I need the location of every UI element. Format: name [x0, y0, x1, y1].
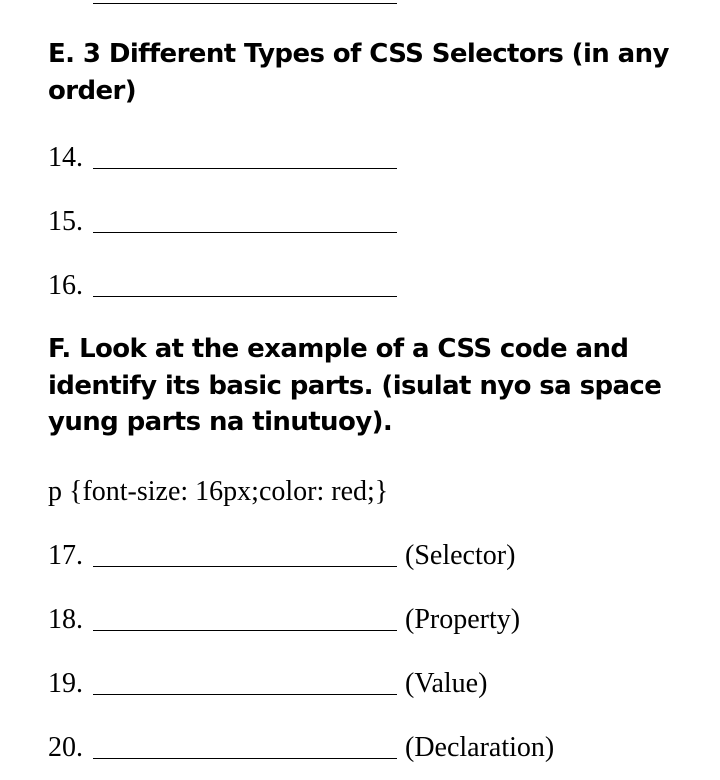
- previous-answer-blank: [93, 3, 397, 4]
- answer-item-20: [48, 731, 555, 765]
- item-hint: (Declaration): [405, 732, 555, 763]
- item-number: 14.: [48, 142, 83, 173]
- answer-item-14: [48, 141, 93, 175]
- answer-blank: [93, 758, 397, 759]
- answer-blank: [93, 630, 397, 631]
- section-e-heading: E. 3 Different Types of CSS Selectors (in any order): [48, 39, 669, 106]
- item-number: 16.: [48, 270, 83, 301]
- item-number: 20.: [48, 732, 83, 763]
- item-number: 15.: [48, 206, 83, 237]
- answer-blank: [93, 694, 397, 695]
- item-hint: (Value): [405, 668, 488, 699]
- answer-item-16: [48, 269, 93, 303]
- item-hint: (Selector): [405, 540, 516, 571]
- answer-item-19: [48, 667, 488, 701]
- answer-blank: [93, 168, 397, 169]
- answer-blank: [93, 566, 397, 567]
- item-number: 17.: [48, 540, 83, 571]
- item-number: 18.: [48, 604, 83, 635]
- css-code-example: p {font-size: 16px;color: red;}: [48, 476, 389, 507]
- answer-item-15: [48, 205, 93, 239]
- answer-blank: [93, 232, 397, 233]
- item-hint: (Property): [405, 604, 521, 635]
- answer-blank: [93, 296, 397, 297]
- answer-item-17: [48, 539, 516, 573]
- answer-item-18: [48, 603, 521, 637]
- item-number: 19.: [48, 668, 83, 699]
- section-f-heading: F. Look at the example of a CSS code and identify its basic parts. (isulat nyo sa space yung parts na tinutuoy).: [48, 334, 662, 437]
